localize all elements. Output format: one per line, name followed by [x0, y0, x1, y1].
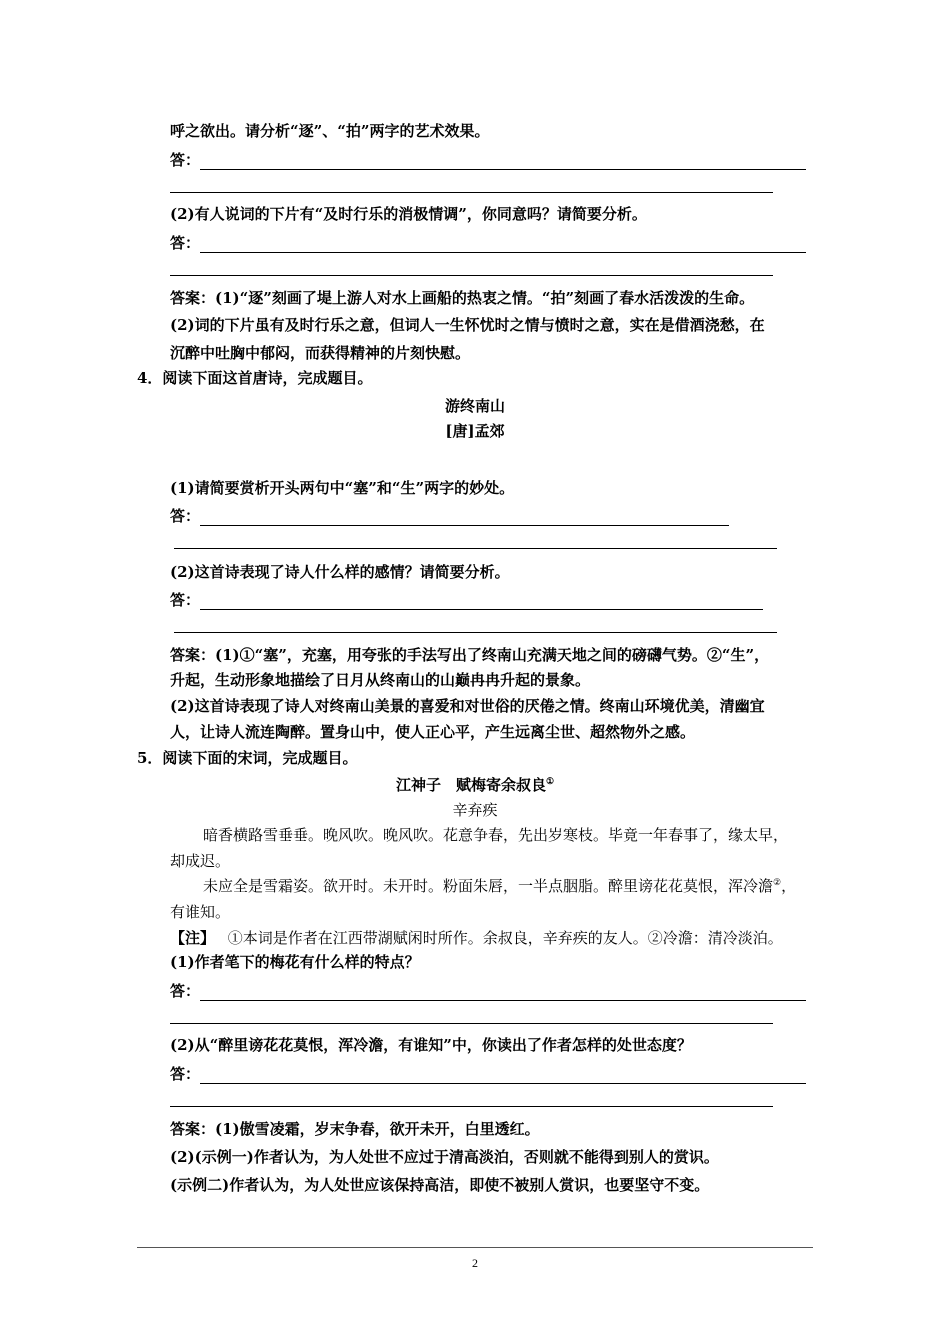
q3-sub-question-2: (2)有人说词的下片有“及时行乐的消极情调”，你同意吗？请简要分析。	[170, 205, 647, 223]
answer-label: 答：	[170, 982, 201, 1000]
q5-answer-line-1	[170, 981, 806, 1001]
note-text: ①本词是作者在江西带湖赋闲时所作。余叔良，辛弃疾的友人。②冷澹：清冷淡泊。	[227, 929, 783, 947]
q5-answer-2: (2)(示例一)作者认为，为人处世不应过于清高淡泊，否则就不能得到别人的赏识。	[170, 1148, 719, 1166]
answer-blank[interactable]	[200, 984, 806, 1001]
q5-poem-title	[0, 775, 950, 795]
q5-sub-question-1: (1)作者笔下的梅花有什么样的特点？	[170, 953, 420, 971]
answer-blank[interactable]	[200, 593, 763, 610]
answer-blank-line[interactable]	[170, 1106, 773, 1107]
answer-blank[interactable]	[200, 509, 729, 526]
answer-blank[interactable]	[200, 236, 806, 253]
q4-answer-2b: 人，让诗人流连陶醉。置身山中，使人正心平，产生远离尘世、超然物外之感。	[170, 723, 696, 741]
answer-text: (1)①“塞”，充塞，用夸张的手法写出了终南山充满天地之间的磅礴气势。②“生”，	[215, 646, 770, 664]
footnote-marker: ②	[773, 878, 782, 888]
q5-stanza-1b: 却成迟。	[170, 852, 231, 870]
q5-poem-author: 辛弃疾	[452, 801, 498, 819]
q5-note	[170, 928, 783, 948]
stanza-punct: ，	[781, 877, 797, 895]
q4-sub-question-2: (2)这首诗表现了诗人什么样的感情？请简要分析。	[170, 563, 510, 581]
answer-text: (1)“逐”刻画了堤上游人对水上画船的热衷之情。“拍”刻画了春水活泼泼的生命。	[215, 289, 755, 307]
answer-label: 答：	[170, 507, 201, 525]
footnote-marker: ①	[545, 777, 555, 787]
answer-label: 答：	[170, 1065, 201, 1083]
answer-heading: 答案：	[170, 646, 216, 664]
note-label: 【注】	[170, 929, 216, 947]
footer-divider	[137, 1247, 813, 1248]
answer-blank-line[interactable]	[170, 275, 773, 276]
answer-label: 答：	[170, 151, 201, 169]
q4-answer-1a	[170, 645, 769, 665]
answer-blank-line[interactable]	[170, 192, 773, 193]
q4-poem-author: [唐]孟郊	[445, 422, 505, 440]
q3-answer-line-1	[170, 150, 806, 170]
answer-label: 答：	[170, 591, 201, 609]
q5-stanza-2b: 有谁知。	[170, 903, 231, 921]
q4-answer-2a: (2)这首诗表现了诗人对终南山美景的喜爱和对世俗的厌倦之情。终南山环境优美，清幽宜	[170, 697, 765, 715]
q4-prompt: 4．阅读下面这首唐诗，完成题目。	[137, 369, 373, 387]
q3-answer-2a: (2)词的下片虽有及时行乐之意，但词人一生怀忧时之情与愤时之意，实在是借酒浇愁，在	[170, 316, 765, 334]
q4-poem-title: 游终南山	[444, 397, 505, 415]
q3-question-continuation: 呼之欲出。请分析“逐”、“拍”两字的艺术效果。	[170, 122, 490, 140]
answer-blank[interactable]	[200, 1067, 806, 1084]
answer-blank-line[interactable]	[174, 548, 777, 549]
q5-answer-3: (示例二)作者认为，为人处世应该保持高洁，即使不被别人赏识，也要坚守不变。	[170, 1176, 710, 1194]
q3-answer-2b: 沉醉中吐胸中郁闷，而获得精神的片刻快慰。	[170, 344, 471, 362]
q5-prompt: 5．阅读下面的宋词，完成题目。	[137, 749, 358, 767]
q5-answer-line-2	[170, 1064, 806, 1084]
stanza-text: 未应全是雪霜姿。欲开时。未开时。粉面朱唇，一半点胭脂。醉里谤花花莫恨，浑冷澹	[203, 877, 774, 895]
answer-blank-line[interactable]	[170, 1023, 773, 1024]
answer-heading: 答案：	[170, 1120, 216, 1138]
q4-answer-line-1	[170, 506, 729, 526]
q5-stanza-1a: 暗香横路雪垂垂。晚风吹。晚风吹。花意争春，先出岁寒枝。毕竟一年春事了，缘太早，	[203, 826, 789, 844]
answer-blank[interactable]	[200, 153, 806, 170]
q3-answer-line-2	[170, 233, 806, 253]
q5-sub-question-2: (2)从“醉里谤花花莫恨，浑冷澹，有谁知”中，你读出了作者怎样的处世态度？	[170, 1036, 692, 1054]
q5-answer-1	[170, 1119, 540, 1139]
page-number: 2	[472, 1256, 478, 1270]
poem-title-text: 江神子 赋梅寄余叔良	[395, 776, 546, 794]
q4-answer-1b: 升起，生动形象地描绘了日月从终南山的山巅冉冉升起的景象。	[170, 671, 591, 689]
answer-label: 答：	[170, 234, 201, 252]
q4-answer-line-2	[170, 590, 763, 610]
answer-text: (1)傲雪凌霜，岁末争春，欲开未开，白里透红。	[215, 1120, 540, 1138]
q4-sub-question-1: (1)请简要赏析开头两句中“塞”和“生”两字的妙处。	[170, 479, 515, 497]
q3-answer-1	[170, 288, 754, 308]
q5-stanza-2a	[203, 876, 796, 896]
answer-heading: 答案：	[170, 289, 216, 307]
answer-blank-line[interactable]	[174, 632, 777, 633]
